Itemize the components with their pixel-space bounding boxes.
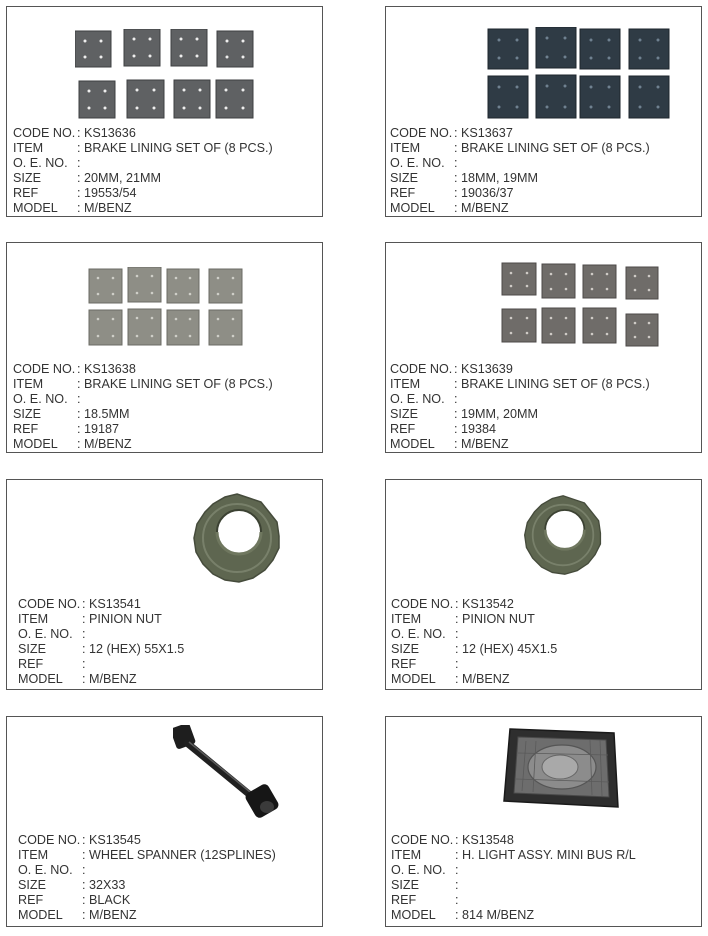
item-value: BRAKE LINING SET OF (8 PCS.) bbox=[84, 141, 273, 155]
code-value: KS13542 bbox=[462, 597, 514, 611]
ref-value: 19036/37 bbox=[461, 186, 514, 200]
ref-value: 19187 bbox=[84, 422, 120, 436]
ref-label: REF bbox=[18, 893, 44, 907]
size-value: 12 (HEX) 55X1.5 bbox=[89, 642, 185, 656]
size-value: 18.5MM bbox=[84, 407, 130, 421]
size-value: 18MM, 19MM bbox=[461, 171, 538, 185]
code-label: CODE NO. bbox=[13, 362, 76, 376]
ref-label: REF bbox=[391, 893, 417, 907]
product-specs: CODE NO. : KS13636 ITEM : BRAKE LINING SET OF (8 PCS.) O. E. NO. : SIZE : 20MM, 21MM REF : 19553/54 MODEL : M/BENZ bbox=[13, 126, 273, 215]
model-label: MODEL bbox=[390, 437, 435, 451]
oe-label: O. E. NO. bbox=[13, 392, 68, 406]
size-value: 12 (HEX) 45X1.5 bbox=[462, 642, 558, 656]
ref-label: REF bbox=[390, 186, 416, 200]
product-card bbox=[385, 242, 702, 453]
oe-label: O. E. NO. bbox=[390, 392, 445, 406]
headlight-icon bbox=[502, 727, 622, 809]
oe-label: O. E. NO. bbox=[18, 863, 73, 877]
product-card bbox=[6, 716, 323, 927]
size-label: SIZE bbox=[390, 407, 418, 421]
product-card bbox=[385, 716, 702, 927]
item-value: BRAKE LINING SET OF (8 PCS.) bbox=[84, 377, 273, 391]
code-label: CODE NO. bbox=[391, 597, 454, 611]
model-value: M/BENZ bbox=[89, 908, 137, 922]
ref-label: REF bbox=[13, 422, 39, 436]
code-label: CODE NO. bbox=[18, 597, 81, 611]
size-label: SIZE bbox=[18, 878, 46, 892]
size-label: SIZE bbox=[390, 171, 418, 185]
wheel-spanner-icon bbox=[173, 725, 283, 821]
oe-label: O. E. NO. bbox=[18, 627, 73, 641]
product-card bbox=[6, 6, 323, 217]
model-value: 814 M/BENZ bbox=[462, 908, 535, 922]
item-value: PINION NUT bbox=[462, 612, 535, 626]
product-specs: CODE NO. : KS13548 ITEM : H. LIGHT ASSY. MINI BUS R/L O. E. NO. : SIZE : REF : MODEL : 814 M/BENZ bbox=[391, 833, 636, 922]
item-label: ITEM bbox=[18, 612, 49, 626]
product-card bbox=[385, 479, 702, 690]
code-value: KS13545 bbox=[89, 833, 141, 847]
item-label: ITEM bbox=[390, 141, 421, 155]
model-label: MODEL bbox=[391, 908, 436, 922]
ref-value: 19384 bbox=[461, 422, 497, 436]
code-label: CODE NO. bbox=[18, 833, 81, 847]
item-value: BRAKE LINING SET OF (8 PCS.) bbox=[461, 377, 650, 391]
ref-label: REF bbox=[391, 657, 417, 671]
pinion-nut-icon bbox=[191, 492, 283, 584]
item-label: ITEM bbox=[13, 377, 44, 391]
pinion-nut-icon bbox=[522, 494, 604, 576]
oe-label: O. E. NO. bbox=[13, 156, 68, 170]
brake-lining-icon bbox=[500, 261, 666, 349]
item-value: H. LIGHT ASSY. MINI BUS R/L bbox=[462, 848, 636, 862]
model-label: MODEL bbox=[390, 201, 435, 215]
product-specs: CODE NO. : KS13638 ITEM : BRAKE LINING SET OF (8 PCS.) O. E. NO. : SIZE : 18.5MM REF : 19187 MODEL : M/BENZ bbox=[13, 362, 273, 451]
size-value: 19MM, 20MM bbox=[461, 407, 538, 421]
ref-label: REF bbox=[13, 186, 39, 200]
size-value: 32X33 bbox=[89, 878, 126, 892]
code-value: KS13541 bbox=[89, 597, 141, 611]
code-value: KS13639 bbox=[461, 362, 513, 376]
model-value: M/BENZ bbox=[89, 672, 137, 686]
ref-label: REF bbox=[390, 422, 416, 436]
item-label: ITEM bbox=[13, 141, 44, 155]
product-specs: CODE NO. : KS13639 ITEM : BRAKE LINING SET OF (8 PCS.) O. E. NO. : SIZE : 19MM, 20MM REF : 19384 MODEL : M/BENZ bbox=[390, 362, 650, 451]
model-label: MODEL bbox=[13, 201, 58, 215]
product-card bbox=[6, 479, 323, 690]
item-value: WHEEL SPANNER (12SPLINES) bbox=[89, 848, 276, 862]
code-value: KS13636 bbox=[84, 126, 136, 140]
size-label: SIZE bbox=[391, 878, 419, 892]
oe-label: O. E. NO. bbox=[391, 627, 446, 641]
product-specs: CODE NO. : KS13542 ITEM : PINION NUT O. E. NO. : SIZE : 12 (HEX) 45X1.5 REF : MODEL : M/BENZ bbox=[391, 597, 558, 686]
model-label: MODEL bbox=[391, 672, 436, 686]
model-value: M/BENZ bbox=[84, 437, 132, 451]
ref-value: BLACK bbox=[89, 893, 131, 907]
code-label: CODE NO. bbox=[390, 126, 453, 140]
oe-label: O. E. NO. bbox=[390, 156, 445, 170]
item-label: ITEM bbox=[390, 377, 421, 391]
model-value: M/BENZ bbox=[461, 437, 509, 451]
model-label: MODEL bbox=[18, 908, 63, 922]
item-label: ITEM bbox=[391, 848, 422, 862]
brake-lining-icon bbox=[87, 267, 247, 347]
item-label: ITEM bbox=[18, 848, 49, 862]
code-label: CODE NO. bbox=[390, 362, 453, 376]
model-label: MODEL bbox=[13, 437, 58, 451]
size-label: SIZE bbox=[13, 407, 41, 421]
ref-label: REF bbox=[18, 657, 44, 671]
model-value: M/BENZ bbox=[462, 672, 510, 686]
brake-lining-icon bbox=[75, 29, 265, 124]
product-specs: CODE NO. : KS13637 ITEM : BRAKE LINING SET OF (8 PCS.) O. E. NO. : SIZE : 18MM, 19MM REF : 19036/37 MODEL : M/BENZ bbox=[390, 126, 650, 215]
item-value: PINION NUT bbox=[89, 612, 162, 626]
code-label: CODE NO. bbox=[391, 833, 454, 847]
product-specs: CODE NO. : KS13541 ITEM : PINION NUT O. E. NO. : SIZE : 12 (HEX) 55X1.5 REF : MODEL : M/BENZ bbox=[18, 597, 185, 686]
code-label: CODE NO. bbox=[13, 126, 76, 140]
size-value: 20MM, 21MM bbox=[84, 171, 161, 185]
model-value: M/BENZ bbox=[461, 201, 509, 215]
item-value: BRAKE LINING SET OF (8 PCS.) bbox=[461, 141, 650, 155]
code-value: KS13637 bbox=[461, 126, 513, 140]
code-value: KS13638 bbox=[84, 362, 136, 376]
model-value: M/BENZ bbox=[84, 201, 132, 215]
oe-label: O. E. NO. bbox=[391, 863, 446, 877]
product-card bbox=[385, 6, 702, 217]
code-value: KS13548 bbox=[462, 833, 514, 847]
brake-lining-icon bbox=[486, 27, 676, 122]
model-label: MODEL bbox=[18, 672, 63, 686]
product-specs: CODE NO. : KS13545 ITEM : WHEEL SPANNER (12SPLINES) O. E. NO. : SIZE : 32X33 REF : BLACK MODEL : M/BENZ bbox=[18, 833, 276, 922]
product-card bbox=[6, 242, 323, 453]
size-label: SIZE bbox=[13, 171, 41, 185]
size-label: SIZE bbox=[18, 642, 46, 656]
size-label: SIZE bbox=[391, 642, 419, 656]
item-label: ITEM bbox=[391, 612, 422, 626]
ref-value: 19553/54 bbox=[84, 186, 137, 200]
